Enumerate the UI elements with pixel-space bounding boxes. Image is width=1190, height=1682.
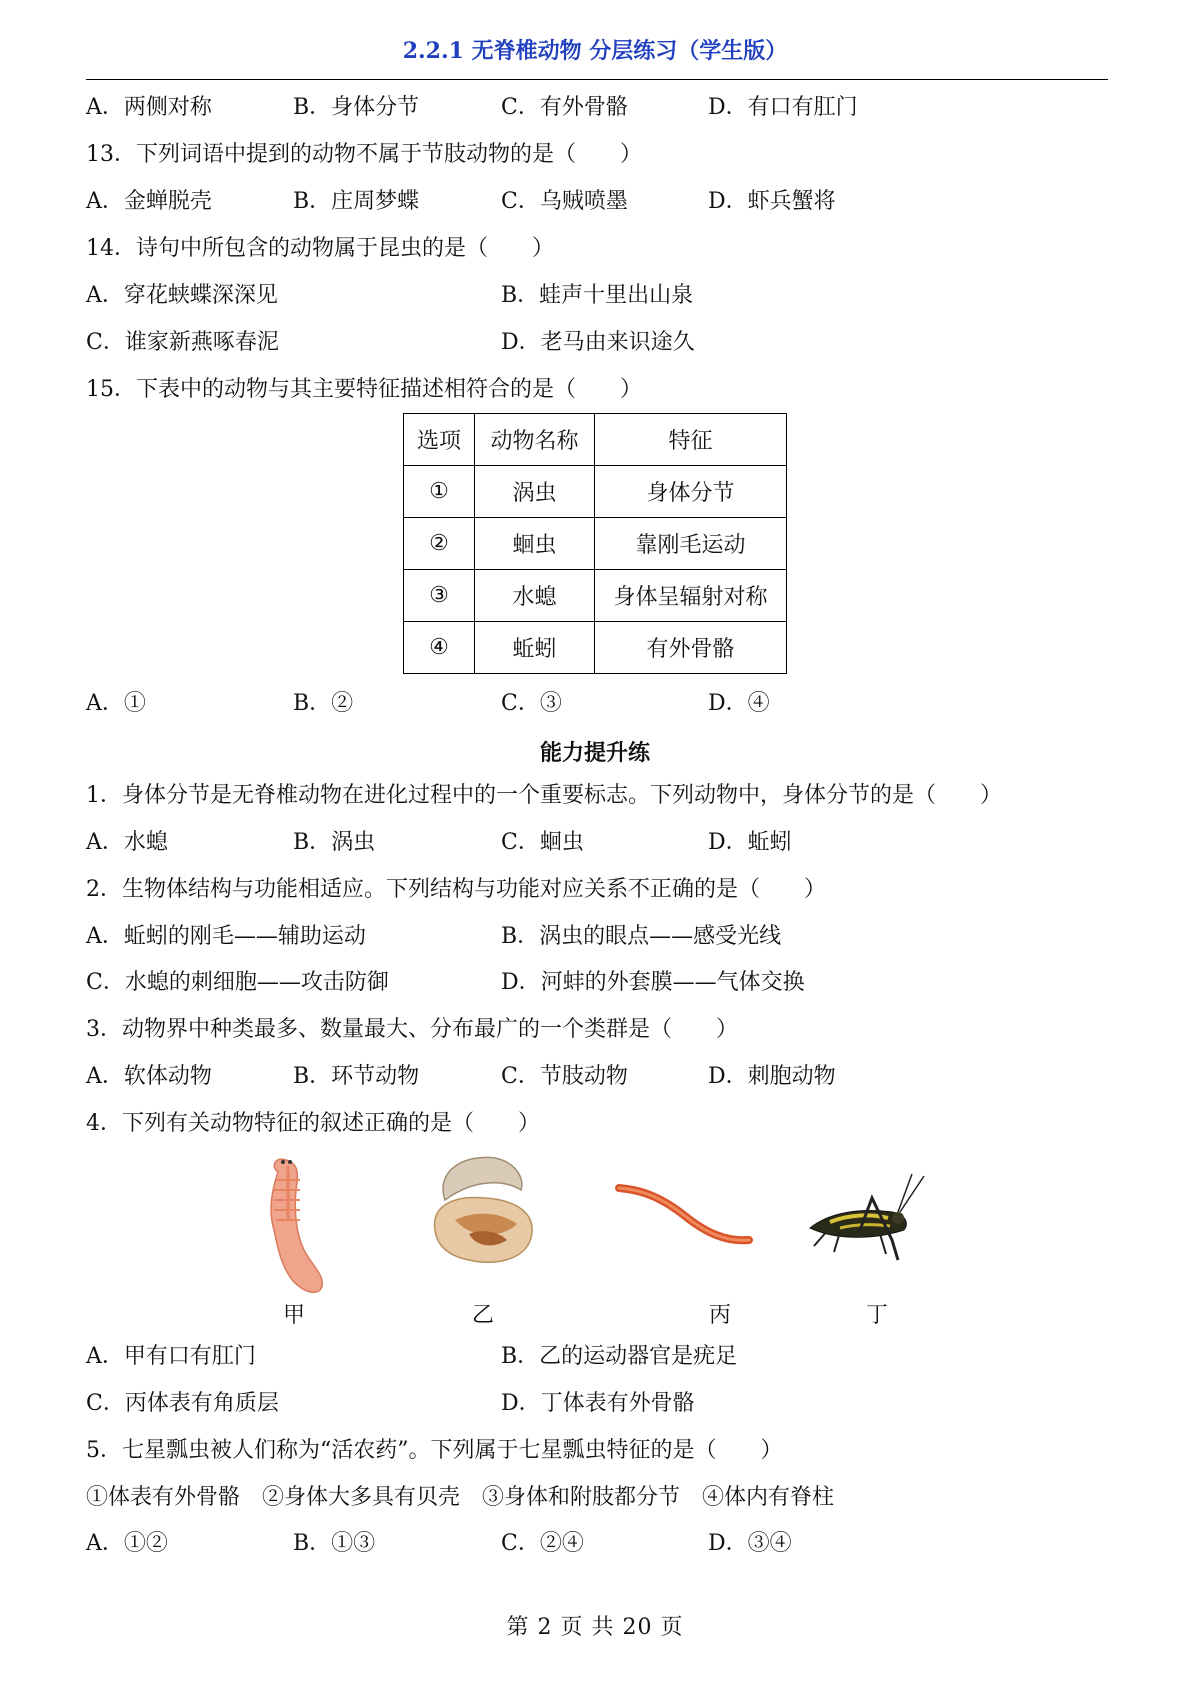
figure-label-yi: 乙	[472, 1303, 495, 1328]
p3-option-d: D．刺胞动物	[708, 1064, 836, 1089]
grasshopper-illustration	[800, 1168, 930, 1268]
table-header-row	[404, 414, 787, 466]
q15-option-c: C．③	[501, 691, 562, 716]
p3-option-b: B．环节动物	[293, 1064, 420, 1089]
table-cell: 有外骨骼	[595, 622, 787, 674]
q13-option-d: D．虾兵蟹将	[708, 189, 836, 214]
flatworm-illustration	[248, 1150, 338, 1300]
q15-option-d: D．④	[708, 691, 770, 716]
table-row	[404, 518, 787, 570]
p1-option-a: A．水螅	[86, 830, 168, 855]
p3-option-a: A．软体动物	[86, 1064, 212, 1089]
p4-option-c: C．丙体表有角质层	[86, 1391, 279, 1416]
q15-stem: 15．下表中的动物与其主要特征描述相符合的是（ ）	[86, 377, 642, 402]
p5-statements: ①体表有外骨骼 ②身体大多具有贝壳 ③身体和附肢都分节 ④体内有脊柱	[86, 1485, 835, 1510]
table-header-cell: 特征	[595, 414, 787, 466]
page-number-footer: 第 2 页 共 20 页	[506, 1615, 684, 1640]
page-header-title: 2.2.1 无脊椎动物 分层练习（学生版）	[402, 38, 788, 64]
p5-option-a: A．①②	[86, 1531, 168, 1556]
p1-option-b: B．涡虫	[293, 830, 376, 855]
header-divider	[86, 79, 1108, 80]
p4-option-a: A．甲有口有肛门	[86, 1344, 256, 1369]
table-cell: 涡虫	[475, 466, 595, 518]
q14-stem: 14．诗句中所包含的动物属于昆虫的是（ ）	[86, 236, 554, 261]
q15-option-b: B．②	[293, 691, 354, 716]
p5-option-c: C．②④	[501, 1531, 584, 1556]
table-cell: ①	[404, 466, 475, 518]
q13-option-b: B．庄周梦蝶	[293, 189, 420, 214]
figure-label-bing: 丙	[709, 1303, 732, 1328]
p1-option-c: C．蛔虫	[501, 830, 584, 855]
table-cell: 靠刚毛运动	[595, 518, 787, 570]
q13-stem: 13．下列词语中提到的动物不属于节肢动物的是（ ）	[86, 142, 642, 167]
p2-option-a: A．蚯蚓的刚毛——辅助运动	[86, 924, 366, 949]
table-cell: 蛔虫	[475, 518, 595, 570]
table-cell: ②	[404, 518, 475, 570]
p5-stem: 5．七星瓢虫被人们称为“活农药”。下列属于七星瓢虫特征的是（ ）	[86, 1438, 783, 1463]
p5-option-b: B．①③	[293, 1531, 376, 1556]
table-row	[404, 466, 787, 518]
table-cell: 身体呈辐射对称	[595, 570, 787, 622]
table-row	[404, 570, 787, 622]
q12-option-c: C．有外骨骼	[501, 95, 628, 120]
q14-option-a: A．穿花蛱蝶深深见	[86, 283, 278, 308]
p1-stem: 1．身体分节是无脊椎动物在进化过程中的一个重要标志。下列动物中，身体分节的是（ ）	[86, 783, 1003, 808]
p4-stem: 4．下列有关动物特征的叙述正确的是（ ）	[86, 1111, 540, 1136]
table-cell: ③	[404, 570, 475, 622]
table-cell: ④	[404, 622, 475, 674]
q15-table	[403, 413, 787, 674]
q14-option-b: B．蛙声十里出山泉	[501, 283, 694, 308]
p2-option-b: B．涡虫的眼点——感受光线	[501, 924, 782, 949]
p2-stem: 2．生物体结构与功能相适应。下列结构与功能对应关系不正确的是（ ）	[86, 877, 826, 902]
table-cell: 身体分节	[595, 466, 787, 518]
q12-option-b: B．身体分节	[293, 95, 420, 120]
p3-stem: 3．动物界中种类最多、数量最大、分布最广的一个类群是（ ）	[86, 1017, 738, 1042]
p2-option-c: C．水螅的刺细胞——攻击防御	[86, 970, 389, 995]
table-row	[404, 622, 787, 674]
p3-option-c: C．节肢动物	[501, 1064, 628, 1089]
section-title: 能力提升练	[539, 741, 650, 766]
q15-option-a: A．①	[86, 691, 146, 716]
q14-option-d: D．老马由来识途久	[501, 330, 695, 355]
q13-option-c: C．乌贼喷墨	[501, 189, 628, 214]
earthworm-illustration	[615, 1176, 755, 1256]
clam-illustration	[425, 1150, 545, 1270]
figure-label-jia: 甲	[283, 1303, 306, 1328]
p4-option-b: B．乙的运动器官是疣足	[501, 1344, 738, 1369]
figure-label-ding: 丁	[866, 1303, 889, 1328]
p2-option-d: D．河蚌的外套膜——气体交换	[501, 970, 805, 995]
table-cell: 水螅	[475, 570, 595, 622]
p4-option-d: D．丁体表有外骨骼	[501, 1391, 695, 1416]
table-header-cell: 动物名称	[475, 414, 595, 466]
q12-option-d: D．有口有肛门	[708, 95, 858, 120]
p5-option-d: D．③④	[708, 1531, 792, 1556]
q13-option-a: A．金蝉脱壳	[86, 189, 212, 214]
q12-option-a: A．两侧对称	[86, 95, 212, 120]
table-cell: 蚯蚓	[475, 622, 595, 674]
q14-option-c: C．谁家新燕啄春泥	[86, 330, 279, 355]
table-header-cell: 选项	[404, 414, 475, 466]
p1-option-d: D．蚯蚓	[708, 830, 792, 855]
